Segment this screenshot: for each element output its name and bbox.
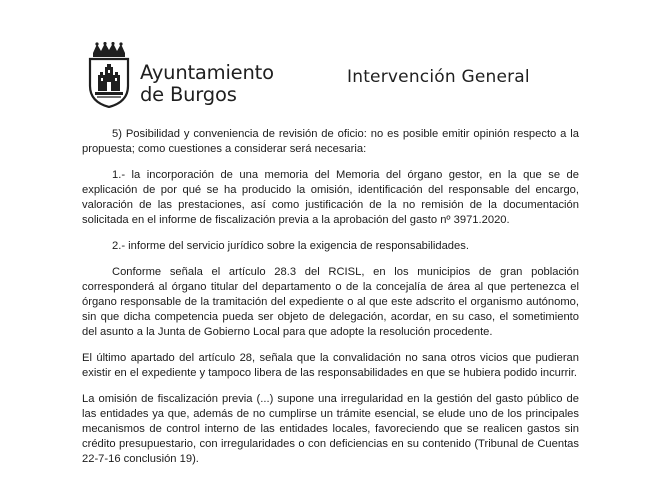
castle-crest-logo <box>86 42 132 108</box>
letterhead <box>0 0 650 118</box>
organization-name <box>140 62 274 106</box>
document-body <box>82 127 579 478</box>
paragraph-articulo-28-3: Conforme señala el artículo 28.3 del RCISL, en los municipios de gran población corresponderá al órgano titular del departamento o de la concejalía de área al que pertenezca el órgano responsable de la tramitación del expediente o al que este adscrito el organismo autónomo, sin que dicha competencia pueda ser objeto de delegación, acordar, en su caso, el sometimiento del asunto a la Junta de Gobierno Local para que adopte la resolución procedente. <box>82 266 579 338</box>
paragraph-ultimo-apartado: El último apartado del artículo 28, señala que la convalidación no sana otros vicios que pudieran existir en el expediente y tampoco libera de las responsabilidades en que se hubiera podido incurrir. <box>82 352 579 379</box>
organization-name-line-1: Ayuntamiento <box>140 61 274 84</box>
department-title: Intervención General <box>347 67 530 87</box>
organization-name-line-2: de Burgos <box>140 83 237 106</box>
paragraph-omision-fiscalizacion: La omisión de fiscalización previa (...) supone una irregularidad en la gestión del gasto público de las entidades ya que, además de no cumplirse un trámite esencial, se elude uno de los principales mecanismos de control interno de las entidades locales, favoreciendo que se realicen gastos sin crédito presupuestario, con irregularidades o con deficiencias en su contenido (Tribunal de Cuentas 22-7-16 conclusión 19). <box>82 393 579 465</box>
paragraph-item-2: 2.- informe del servicio jurídico sobre la exigencia de responsabilidades. <box>112 240 469 252</box>
paragraph-revision-de-oficio: 5) Posibilidad y conveniencia de revisión de oficio: no es posible emitir opinión respecto a la propuesta; como cuestiones a considerar será necesaria: <box>82 128 579 155</box>
paragraph-item-1: 1.- la incorporación de una memoria del Memoria del órgano gestor, en la que se de explicación de por qué se ha producido la omisión, identificación del responsable del encargo, valoración de las prestaciones, así como justificación de la no remisión de la documentación solicitada en el informe de fiscalización previa a la aprobación del gasto nº 3971.2020. <box>82 169 579 226</box>
